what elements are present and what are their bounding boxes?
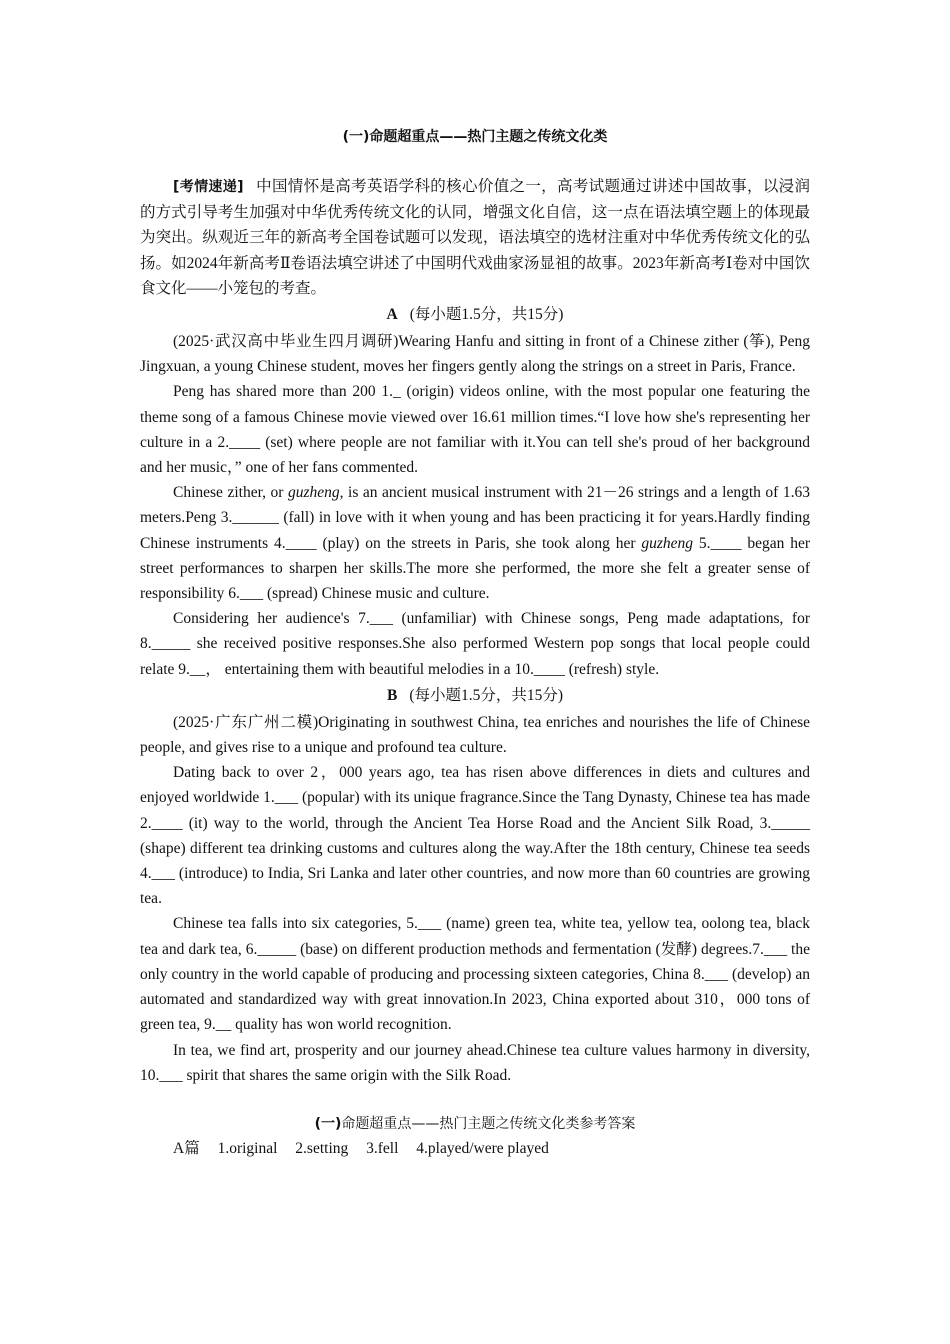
section-b-paragraph-1: (2025·广东广州二模)Originating in southwest China, tea enriches and nourishes the life of Chinese people, and gives rise to a unique and profound tea culture. — [140, 713, 810, 757]
answers-label: A篇 — [173, 1139, 200, 1157]
intro-paragraph — [140, 174, 810, 301]
section-a-paragraph-3 — [140, 480, 810, 606]
section-a-heading — [140, 302, 810, 328]
section-a-letter: A — [386, 306, 398, 324]
p3-italic-guzheng-2: guzheng — [641, 534, 694, 552]
p3-text-a: Chinese zither, or — [173, 484, 288, 502]
answers-title-text: 命题超重点——热门主题之传统文化类参考答案 — [341, 1115, 636, 1132]
section-b-heading — [140, 683, 810, 709]
section-a-score: (每小题1.5分，共15分) — [409, 306, 564, 324]
answers-title-prefix: (一) — [314, 1115, 342, 1132]
answers-line — [140, 1136, 810, 1162]
section-b-letter: B — [386, 686, 398, 704]
section-a-paragraph-2: Peng has shared more than 200 1._ (origin) videos online, with the most popular one featuring the theme song of a famous Chinese movie viewed over 16.61 million times.“I love how she's representing her culture in a 2.____ (set) where people are not familiar with it.You can tell she's proud of her background and her music，” one of her fans commented. — [140, 383, 810, 477]
section-b-score: (每小题1.5分，共15分) — [409, 686, 564, 704]
section-a-paragraph-1: (2025·武汉高中毕业生四月调研)Wearing Hanfu and sitting in front of a Chinese zither (筝), Peng Jingxuan, a young Chinese student, moves her fingers gently along the strings on a street in Paris, France. — [140, 333, 810, 376]
answer-item: 1.original — [217, 1139, 278, 1157]
page-title: (一)命题超重点——热门主题之传统文化类 — [342, 129, 608, 145]
section-b-paragraph-4: In tea, we find art, prosperity and our journey ahead.Chinese tea culture values harmony in diversity, 10.___ spirit that shares the same origin with the Silk Road. — [140, 1041, 810, 1084]
p3-italic-guzheng-1: guzheng — [287, 484, 340, 502]
section-a-paragraph-4: Considering her audience's 7.___ (unfamiliar) with Chinese songs, Peng made adaptations, for 8._____ she received positive responses.She also performed Western pop songs that local people could relate 9.__， entertaining them with beautiful melodies in a 10.____ (refresh) style. — [140, 610, 810, 678]
document-page — [140, 126, 810, 1162]
p3-text-e: 5.____ began her street performances to sharpen her skills.The more she performed, the more she felt a greater sense of responsibility 6.___ (spread) Chinese music and culture. — [140, 534, 810, 603]
answer-item: 2.setting — [295, 1139, 349, 1157]
intro-label: [考情速递] — [173, 179, 244, 195]
section-b-paragraph-3: Chinese tea falls into six categories, 5.___ (name) green tea, white tea, yellow tea, oolong tea, black tea and dark tea, 6._____ (base) on different production methods and fermentation (发酵) degrees.7.___ the only country in the world capable of producing and processing sixteen categories, China 8.___ (develop) an automated and standardized way with great innovation.In 2023, China exported about 310，000 tons of green tea, 9.__ quality has won world recognition. — [140, 915, 810, 1034]
answer-item: 4.played/were played — [416, 1139, 549, 1157]
p3-text-c: , is an ancient musical instrument with 21－26 strings and a length of 1.63 meters.Peng 3.______ (fall) in love with it when young and has been practicing it for years.Hardly finding Chinese instruments 4.____ (play) on the streets in Paris, she took along her — [140, 484, 810, 552]
section-b-paragraph-2: Dating back to over 2，000 years ago, tea has risen above differences in diets and cultures and enjoyed worldwide 1.___ (popular) with its unique fragrance.Since the Tang Dynasty, Chinese tea has made 2.____ (it) way to the world, through the Ancient Tea Horse Road and the Ancient Silk Road, 3._____ (shape) different tea drinking customs and cultures along the way.After the 18th century, Chinese tea seeds 4.___ (introduce) to India, Sri Lanka and later other countries, and now more than 60 countries are growing tea. — [140, 764, 810, 908]
answer-item: 3.fell — [366, 1139, 399, 1157]
answers-title — [140, 1112, 810, 1136]
intro-text: 中国情怀是高考英语学科的核心价值之一，高考试题通过讲述中国故事，以浸润的方式引导考生加强对中华优秀传统文化的认同，增强文化自信，这一点在语法填空题上的体现最为突出。纵观近三年的新高考全国卷试题可以发现，语法填空的选材注重对中华优秀传统文化的弘扬。如2024年新高考Ⅱ卷语法填空讲述了中国明代戏曲家汤显祖的故事。2023年新高考Ⅰ卷对中国饮食文化——小笼包的考查。 — [140, 178, 811, 297]
